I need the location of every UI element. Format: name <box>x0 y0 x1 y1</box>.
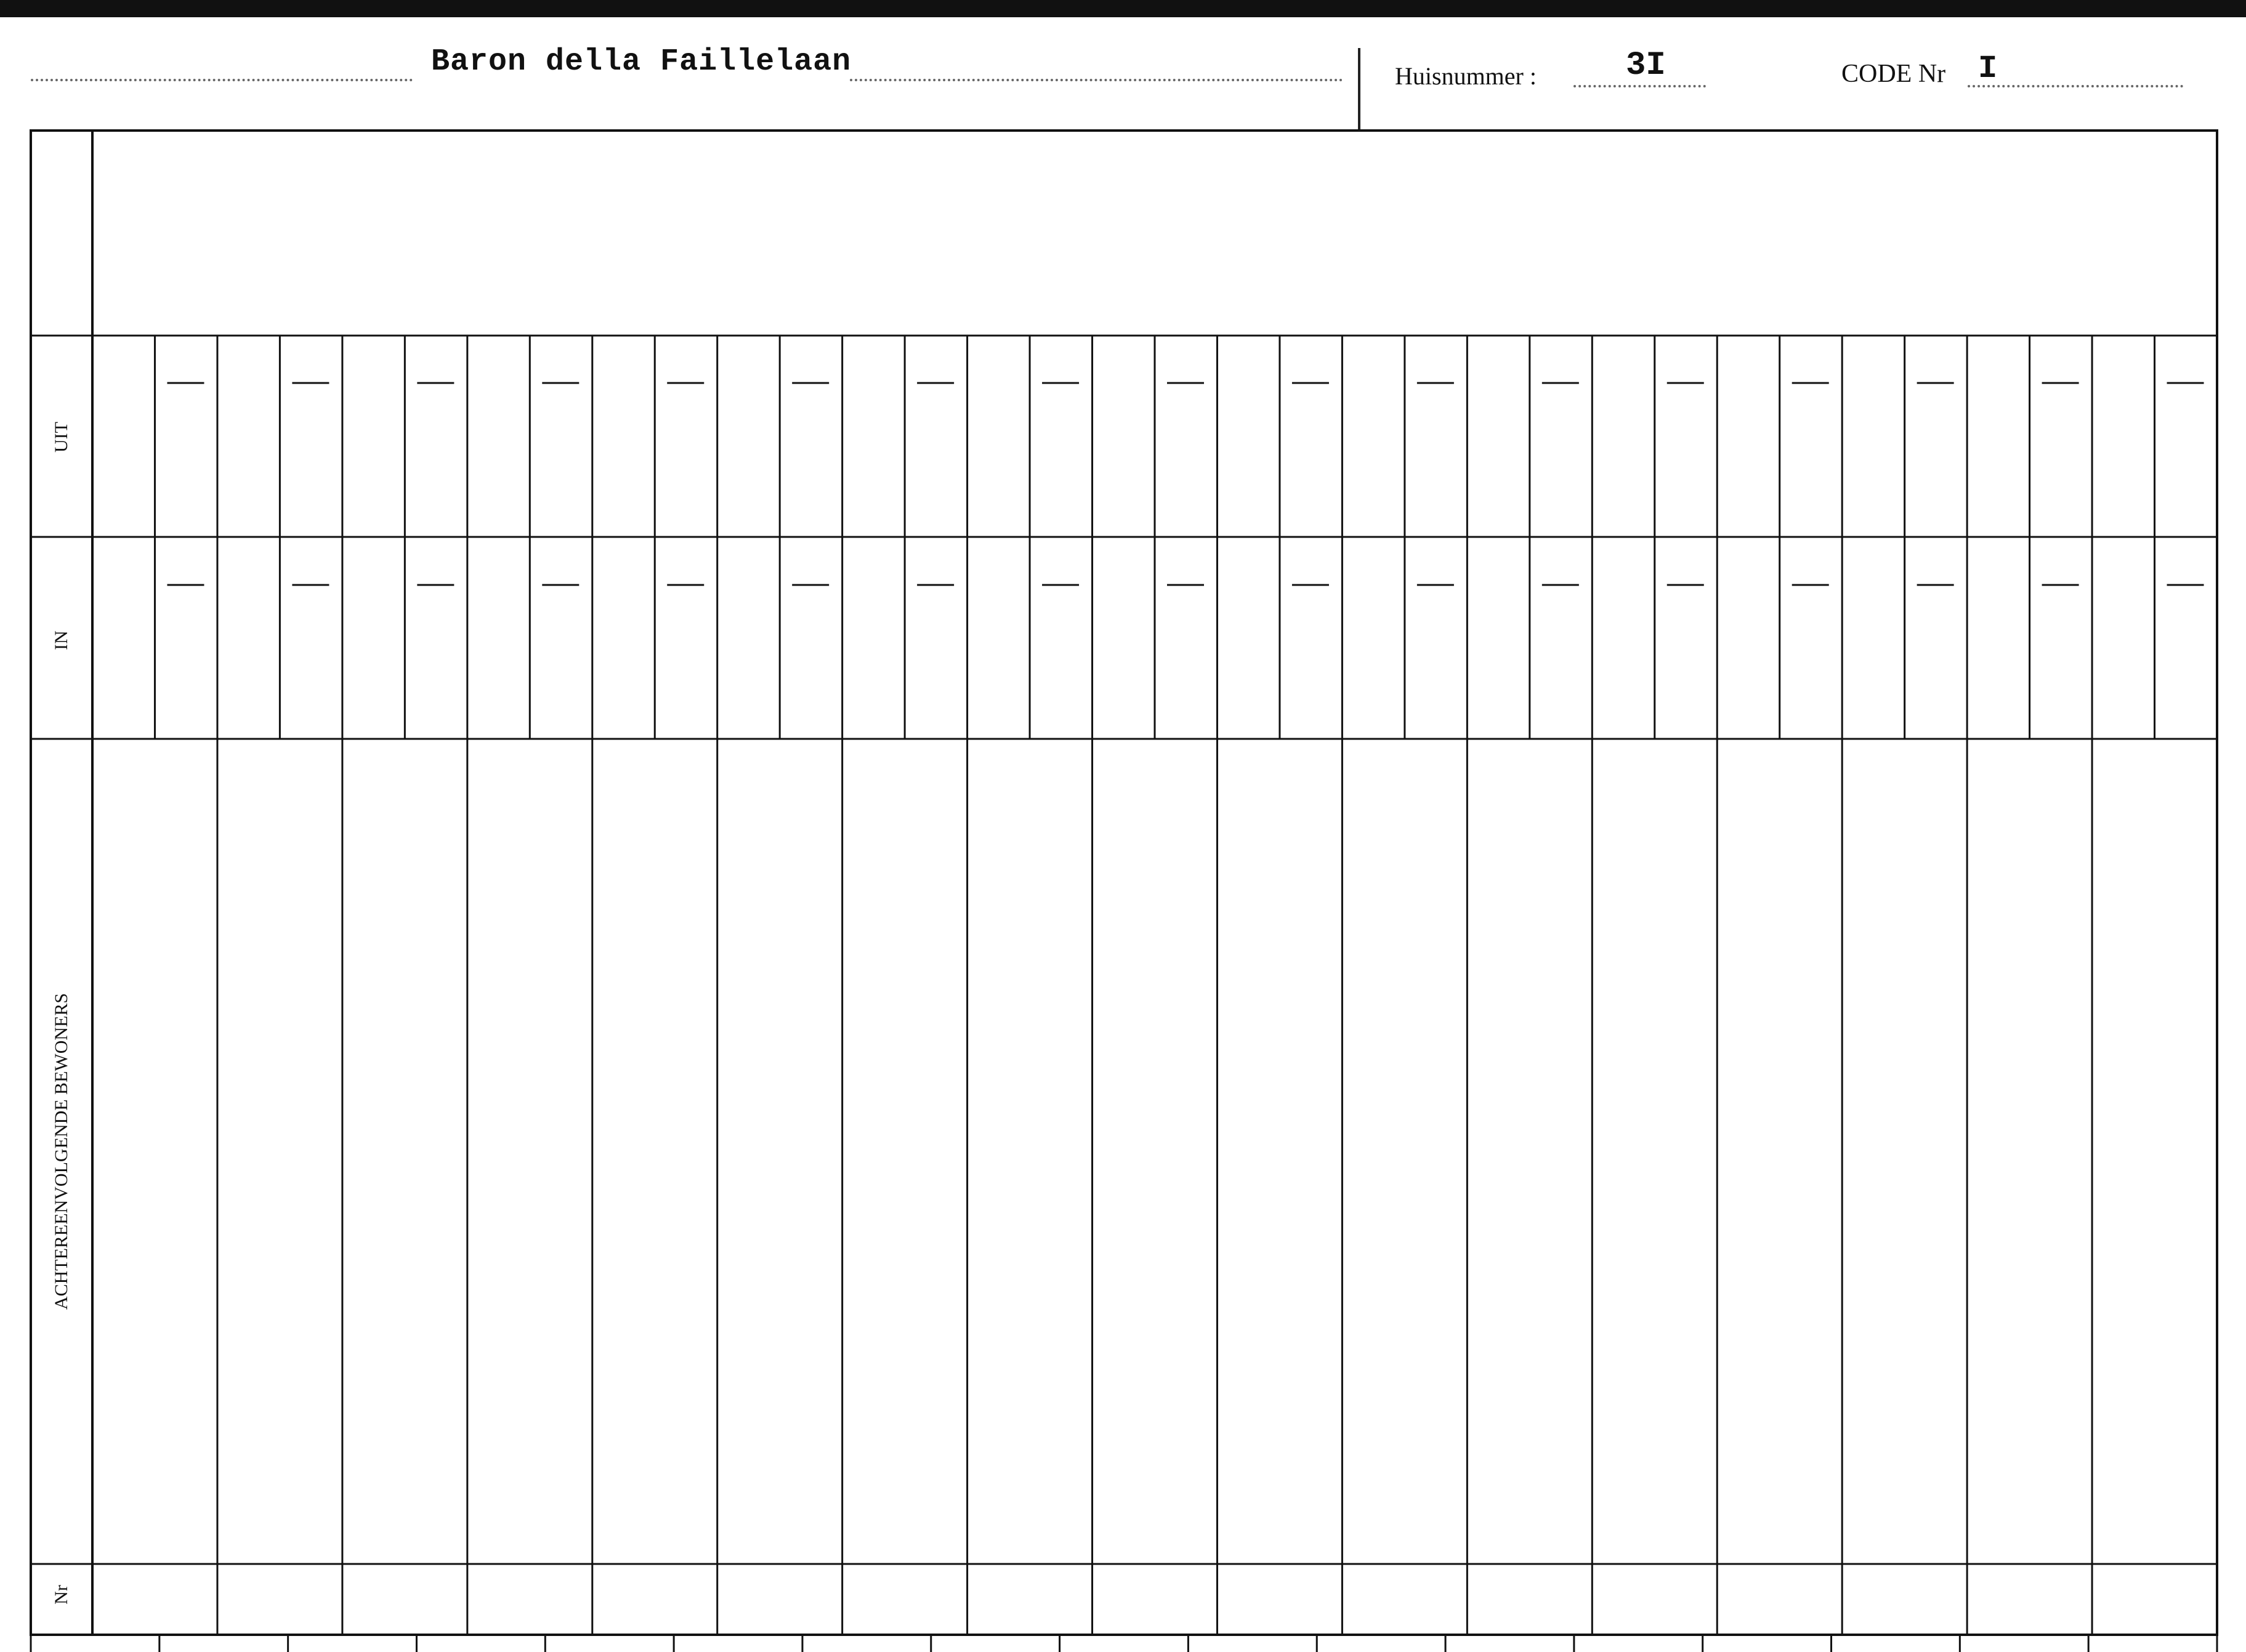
code-value[interactable]: I <box>1978 50 1998 87</box>
row-label-nr: Nr <box>51 1585 71 1605</box>
row-label-residents: ACHTEREENVOLGENDE BEWONERS <box>51 993 71 1310</box>
date-dash-marks <box>167 383 2204 585</box>
outer-border <box>31 131 2217 1635</box>
house-number-label: Huisnummer : <box>1395 62 1537 90</box>
row-label-uit: UIT <box>51 422 71 453</box>
house-number-value[interactable]: 3I <box>1626 47 1666 84</box>
row-label-in: IN <box>51 631 71 650</box>
bottom-ticks <box>31 1635 2217 1652</box>
street-name: Baron della Faillelaan <box>431 44 852 79</box>
form-frame <box>31 131 2217 1635</box>
grid-lines <box>31 336 2217 1635</box>
code-label: CODE Nr <box>1841 60 1946 88</box>
